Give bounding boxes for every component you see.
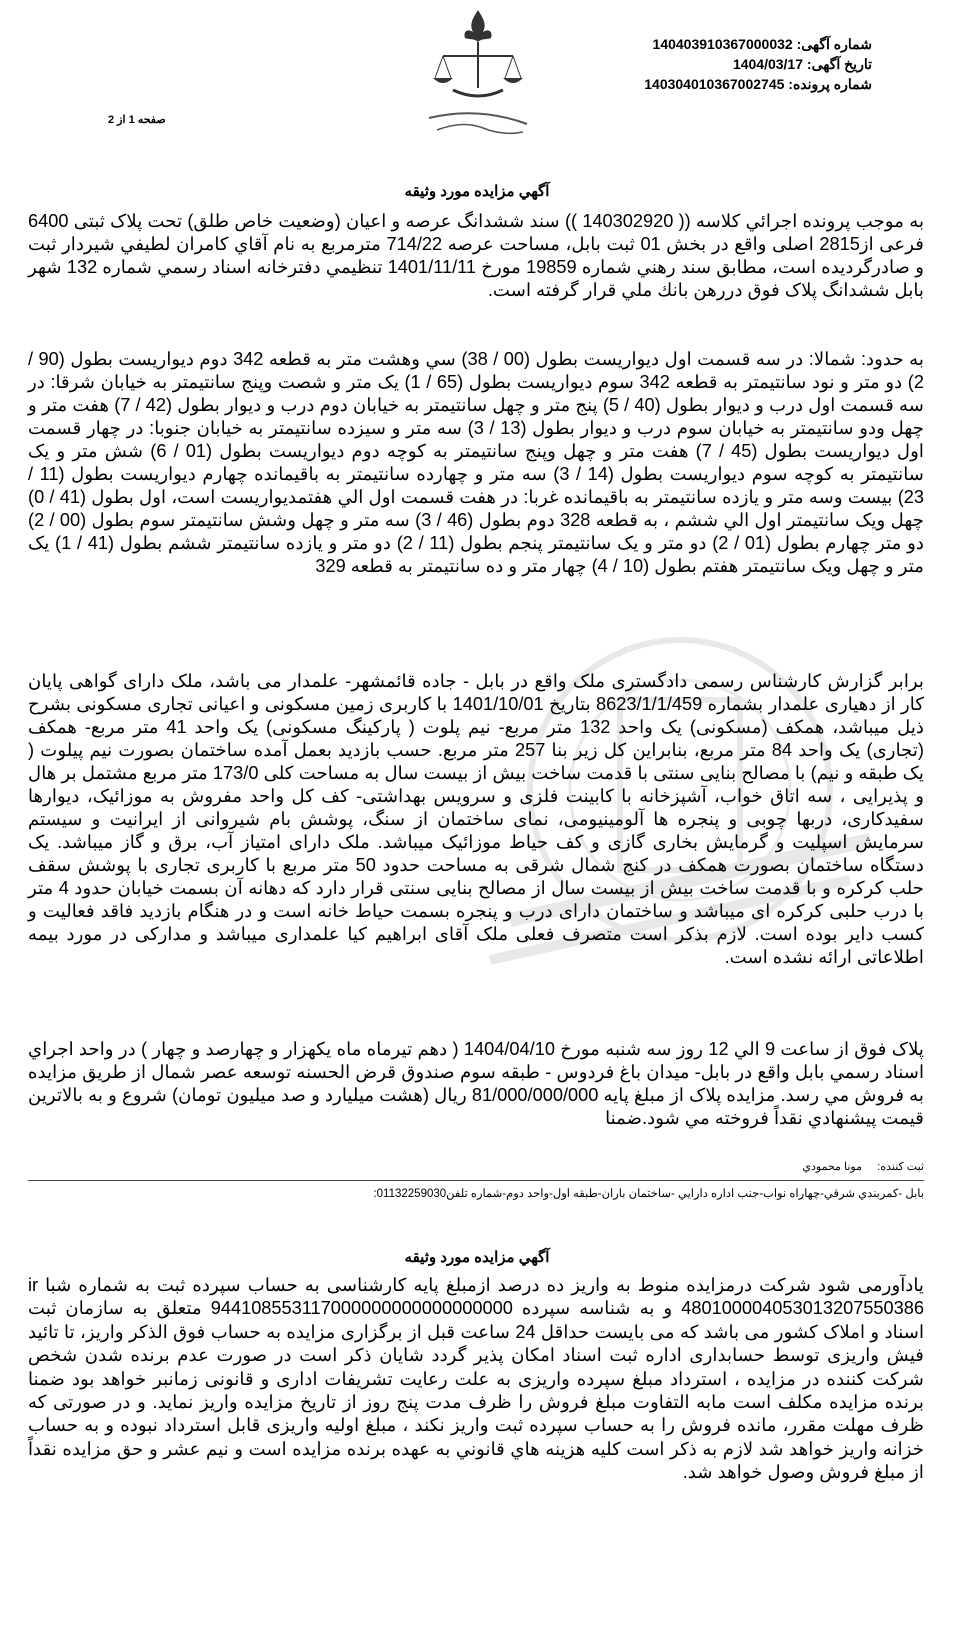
file-number-label: شماره پرونده:: [788, 76, 872, 92]
notice-1-appraisal-paragraph: برابر گزارش کارشناس رسمی دادگستری ملک واقع در بابل - جاده قائمشهر- علمدار می باشد، ملک دارای گواهی پایان کار از دهیاری علمدار بشماره 8623/1/1/459 بتاریخ 1401/10/01 با کاربری زمین مسکونی و اعیانی تجاری مسکونی بشرح ذیل میباشد، همکف (مسکونی) یک واحد 132 متر مربع- نیم پلوت ( پارکینگ مسکونی) یک واحد 41 متر مربع- همکف (تجاری) یک واحد 84 متر مربع، بنابراین کل زیر بنا 257 متر مربع. حسب بازدید بعمل آمده ساختمان بصورت نیم پیلوت ( یک طبقه و نیم) با مصالح بنایی سنتی با قدمت ساخت بیش از بیست سال به مساحت کلی 173/0 متر مربع مشتمل بر هال و پذیرایی ، سه اتاق خواب، آشپزخانه با کابینت فلزی و سرویس بهداشتی- کف کل واحد مفروش به موزائیک، دیوارها سفیدکاری، دربها چوبی و پنجره ها آلومینیومی، نمای ساختمان از سنگ، پوشش بام شیروانی از ایرانیت و سیستم سرمایش اسپلیت و گرمایش بخاری گازی و کف حیاط موزائیک میباشد. ملک دارای امتیاز آب، برق و گاز میباشد. یک دستگاه ساختمان بصورت همکف در کنج شمال شرقی به مساحت حدود 50 متر مربع با کاربری تجاری با پوشش سقف حلب کرکره و با قدمت ساخت بیش از بیست سال از مصالح بنایی سنتی قرار دارد که دهانه آن بسمت خیابان حدود 4 متر با درب حلبی کرکره ای میباشد و ساختمان دارای درب و پنجره بسمت حیاط خانه است و در هنگام بازدید فاقد فعالیت و کسب دایر بوده است. لازم بذکر است متصرف فعلی ملک آقای ابراهیم کیا علمداری میباشد و مدارکی در مورد بیمه اطلاعاتی ارائه نشده است.: [28, 671, 925, 967]
notice-1-auction-paragraph: پلاک فوق از ساعت 9 الي 12 روز سه شنبه مورخ 1404/04/10 ( دهم تیرماه ماه یکهزار و چهارصد و چهار ) در واحد اجراي اسناد رسمي بابل واقع در بابل- ميدان باغ فردوس - طبقه سوم صندوق قرض الحسنه توسعه عصر شمال از طريق مزايده به فروش مي رسد. مزايده پلاک از مبلغ پايه 81/000/000/000 ريال (هشت ميليارد و صد ميليون تومان) شروع و به بالاترين قيمت پيشنهادي نقداً فروخته مي شود.ضمنا: [28, 1039, 924, 1128]
file-number: 140304010367002745: [644, 76, 785, 92]
notice-1-title: آگهي مزايده مورد وثيقه: [404, 183, 550, 200]
notice-number-row: [512, 34, 872, 54]
registrar-name: مونا محمودي: [802, 1161, 862, 1173]
notice-1-paragraph-1: به موجب پرونده اجرائي كلاسه (( 140302920 )) سند ششدانگ عرصه و اعيان (وضعيت خاص طلق) تحت پلاک ثبتی 6400 فرعی از2815 اصلی واقع در بخش 01 ثبت بابل، مساحت عرصه 714/22 مترمربع به نام آقاي كامران لطيفي شيردار ثبت و صادرگرديده است، مطابق سند رهني شماره 19859 مورخ 1401/11/11 تنظيمي دفترخانه اسناد رسمي شماره 132 شهر بابل ششدانگ پلاک فوق دررهن بانك ملي قرار گرفته است.: [28, 211, 925, 300]
notice-date-label: تاریخ آگهی:: [806, 56, 872, 72]
divider: [28, 1180, 924, 1181]
registrar-label: ثبت كننده:: [877, 1161, 924, 1173]
notice-date: 1404/03/17: [732, 56, 804, 72]
notice-1-boundaries-paragraph: به حدود: شمالا: در سه قسمت اول دیواریست بطول (00 / 38) سي وهشت متر به قطعه 342 دوم دیواریست بطول (90 / 2) دو متر و نود سانتیمتر به قطعه 342 سوم دیواریست بطول (65 / 1) یک متر و شصت وپنج سانتیمتر به خیابان شرقا: در سه قسمت اول درب و دیوار بطول (40 / 5) پنج متر و چهل سانتیمتر به خیابان دوم درب و دیوار بطول (42 / 7) هفت متر و چهل ودو سانتیمتر به خیابان سوم درب و دیوار بطول (13 / 3) سه متر و سیزده سانتیمتر به خیابان جنوبا: در چهار قسمت اول دیواریست بطول (45 / 7) هفت متر و چهل وپنج سانتیمتر به کوچه دوم دیواریست بطول (01 / 6) شش متر و یک سانتیمتر به کوچه سوم دیواریست بطول (14 / 3) سه متر و چهارده سانتیمتر به باقیمانده چهارم دیواریست بطول (11 / 23) بیست وسه متر و یازده سانتیمتر به باقیمانده غربا: در هفت قسمت اول الي هفتمدیواریست است، اول بطول (41 / 0) چهل ویک سانتیمتر اول الي ششم ، به قطعه 328 دوم بطول (46 / 3) سه متر و چهل وشش سانتیمتر سوم بطول (00 / 2) دو متر چهارم بطول (01 / 2) دو متر و یک سانتیمتر پنجم بطول (11 / 2) دو متر و یازده سانتیمتر ششم بطول (41 / 1) یک متر و چهل ویک سانتیمتر هفتم بطول (10 / 4) چهار متر و ده سانتیمتر به قطعه 329: [28, 349, 925, 576]
notice-2-title: آگهي مزايده مورد وثيقه: [404, 1249, 550, 1266]
file-number-row: [512, 74, 872, 94]
notice-number-label: شماره آگهی:: [796, 36, 872, 52]
notice-meta: [512, 34, 872, 94]
notice-number: 140403910367000032: [652, 36, 793, 52]
notice-date-row: [512, 54, 872, 74]
page-number: صفحه 1 از 2: [108, 114, 166, 126]
office-address: بابل -كمربندي شرقي-چهاراه نواب-جنب اداره دارايي -ساختمان باران-طبقه اول-واحد دوم-شماره تلفن01132259030:: [373, 1188, 924, 1200]
notice-2-deposit-paragraph: یادآورمی شود شرکت درمزایده منوط به واریز ده درصد ازمبلغ پایه کارشناسی به حساب سپرده ثبت به شماره شبا ir 480100004053013207550386 و به شناسه سپرده 944108553117000000000000000000 متعلق به سازمان ثبت اسناد و املاک کشور می باشد که می بایست حداقل 24 ساعت قبل از برگزاری مزایده به حساب فوق الذکر واریز، تا تائید فیش واریزی توسط حسابداری اداره ثبت اسناد امکان پذیر گردد شایان ذکر است در صورت عدم برنده شدن شخص شرکت کننده در مزایده ، استرداد مبلغ سپرده واریزی به علت رعایت تشریفات اداری و قانونی زمانبر خواهد بود ضمنا برنده مزایده مکلف است مابه التفاوت مبلغ فروش را ظرف مدت پنج روز از تاریخ مزایده واریز نماید. و در صورتی که ظرف مهلت مقرر، مانده فروش را به حساب سپرده ثبت واریز نکند ، مبلغ اولیه واریزی قابل استرداد نبوده و به حساب خزانه واریز خواهد شد لازم به ذکر است کلیه هزینه هاي قانوني به عهده برنده مزایده است و نیم عشر و حق مزایده نقداً از مبلغ فروش وصول خواهد شد.: [28, 1275, 924, 1483]
registrar-line: [28, 1160, 924, 1173]
judiciary-emblem-icon: [423, 6, 533, 136]
